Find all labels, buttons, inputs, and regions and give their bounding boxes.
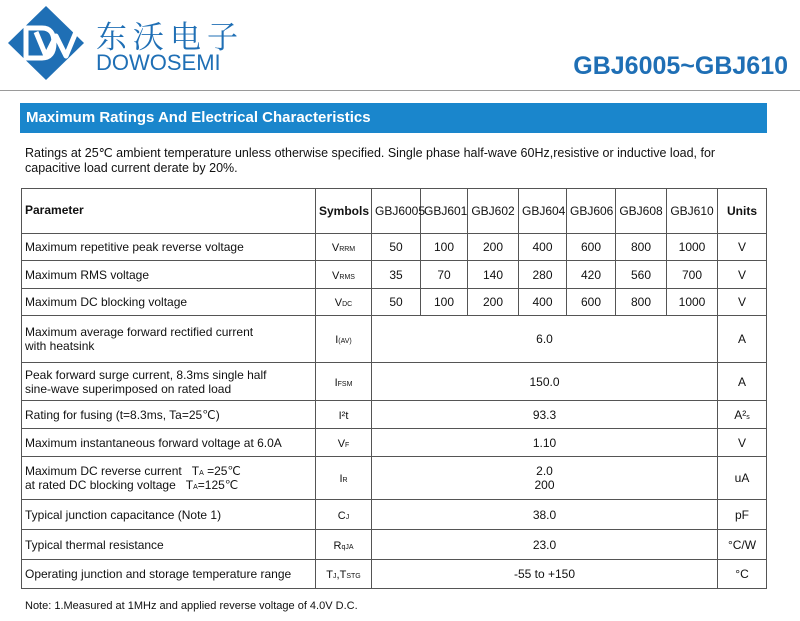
table-row	[22, 316, 767, 363]
row-unit: pF	[718, 500, 767, 530]
row-symbol: VRRM	[316, 234, 372, 261]
row-value: 35	[372, 261, 421, 289]
row-parameter: Operating junction and storage temperature range	[22, 560, 316, 589]
row-value: 140	[468, 261, 519, 289]
header-model-gbj602: GBJ602	[468, 189, 519, 234]
header-model-gbj6005: GBJ6005	[372, 189, 421, 234]
section-title: Maximum Ratings And Electrical Characteristics	[26, 109, 371, 126]
header-parameter: Parameter	[22, 189, 316, 234]
table-row	[22, 560, 767, 589]
row-unit: °C/W	[718, 530, 767, 560]
header	[0, 0, 800, 92]
row-parameter: Typical junction capacitance (Note 1)	[22, 500, 316, 530]
row-symbol: VF	[316, 429, 372, 457]
row-value: 800	[616, 234, 667, 261]
table-row	[22, 429, 767, 457]
row-value: 200	[468, 289, 519, 316]
row-unit: V	[718, 429, 767, 457]
section-header-band	[20, 103, 767, 133]
table-row	[22, 363, 767, 401]
row-value: 1.10	[372, 429, 718, 457]
row-unit: V	[718, 289, 767, 316]
row-unit: V	[718, 234, 767, 261]
row-parameter: Peak forward surge current, 8.3ms single half sine-wave superimposed on rated load	[22, 363, 316, 401]
header-model-gbj610: GBJ610	[667, 189, 718, 234]
row-value: 700	[667, 261, 718, 289]
row-value: 1000	[667, 234, 718, 261]
part-number-title: GBJ6005~GBJ610	[573, 52, 788, 80]
row-symbol: TJ,TSTG	[316, 560, 372, 589]
row-value: 600	[567, 234, 616, 261]
row-value: 280	[519, 261, 567, 289]
row-value: 50	[372, 289, 421, 316]
row-parameter: Rating for fusing (t=8.3ms, Ta=25℃)	[22, 401, 316, 429]
row-parameter: Maximum DC blocking voltage	[22, 289, 316, 316]
intro-line-2: capacitive load current derate by 20%.	[25, 161, 238, 175]
row-parameter: Maximum DC reverse current TA =25℃ at rated DC blocking voltage TA=125℃	[22, 457, 316, 500]
row-unit: °C	[718, 560, 767, 589]
row-value: 50	[372, 234, 421, 261]
brand-name-cn: 东沃电子	[96, 20, 244, 56]
row-value: 800	[616, 289, 667, 316]
row-value: 100	[421, 234, 468, 261]
row-value: 200	[468, 234, 519, 261]
row-unit: A	[718, 363, 767, 401]
row-value: 400	[519, 234, 567, 261]
row-symbol: VRMS	[316, 261, 372, 289]
table-row	[22, 234, 767, 261]
row-value: 38.0	[372, 500, 718, 530]
row-value: 1000	[667, 289, 718, 316]
row-value: 600	[567, 289, 616, 316]
header-model-gbj606: GBJ606	[567, 189, 616, 234]
row-parameter: Maximum repetitive peak reverse voltage	[22, 234, 316, 261]
row-unit: uA	[718, 457, 767, 500]
row-parameter: Typical thermal resistance	[22, 530, 316, 560]
header-model-gbj601: GBJ601	[421, 189, 468, 234]
footnote: Note: 1.Measured at 1MHz and applied reverse voltage of 4.0V D.C.	[25, 600, 358, 612]
row-value: 150.0	[372, 363, 718, 401]
row-value: 6.0	[372, 316, 718, 363]
table-row	[22, 530, 767, 560]
brand-name-en: DOWOSEMI	[96, 50, 221, 75]
header-units: Units	[718, 189, 767, 234]
table-row	[22, 261, 767, 289]
row-parameter: Maximum RMS voltage	[22, 261, 316, 289]
row-symbol: IFSM	[316, 363, 372, 401]
row-value: 100	[421, 289, 468, 316]
row-parameter: Maximum instantaneous forward voltage at 6.0A	[22, 429, 316, 457]
table-row	[22, 401, 767, 429]
row-unit: A	[718, 316, 767, 363]
header-divider	[0, 90, 800, 91]
row-value: 70	[421, 261, 468, 289]
row-value: 23.0	[372, 530, 718, 560]
row-symbol: CJ	[316, 500, 372, 530]
dw-logo-icon	[6, 4, 86, 82]
row-value: 560	[616, 261, 667, 289]
row-symbol: RqJA	[316, 530, 372, 560]
row-unit: A²s	[718, 401, 767, 429]
row-symbol: VDC	[316, 289, 372, 316]
row-symbol: I²t	[316, 401, 372, 429]
intro-text	[25, 146, 765, 176]
header-symbols: Symbols	[316, 189, 372, 234]
row-value: -55 to +150	[372, 560, 718, 589]
header-model-gbj604: GBJ604	[519, 189, 567, 234]
table-header-row	[22, 189, 767, 234]
table-row	[22, 289, 767, 316]
table-row	[22, 457, 767, 500]
row-value: 2.0 200	[372, 457, 718, 500]
ratings-table	[21, 188, 767, 589]
row-value: 93.3	[372, 401, 718, 429]
row-parameter: Maximum average forward rectified current with heatsink	[22, 316, 316, 363]
row-unit: V	[718, 261, 767, 289]
header-model-gbj608: GBJ608	[616, 189, 667, 234]
row-symbol: IR	[316, 457, 372, 500]
intro-line-1: Ratings at 25℃ ambient temperature unless otherwise specified. Single phase half-wave 60Hz,resistive or inductive load, for	[25, 146, 716, 160]
row-value: 420	[567, 261, 616, 289]
row-value: 400	[519, 289, 567, 316]
row-symbol: I(AV)	[316, 316, 372, 363]
table-row	[22, 500, 767, 530]
